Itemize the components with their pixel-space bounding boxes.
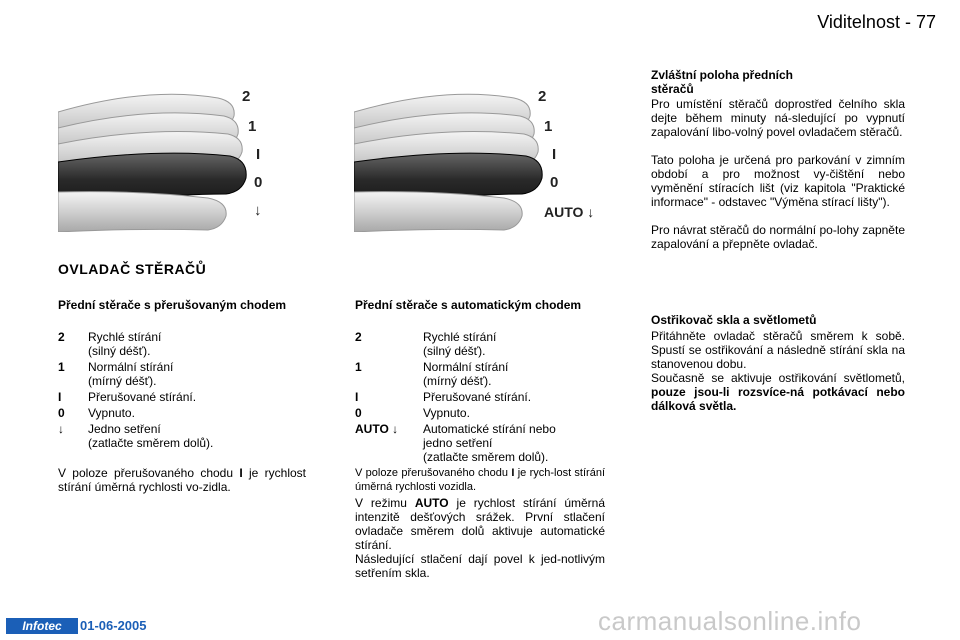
mid-para-auto-c: je rychlost stírání úměrná intenzitě dešťových srážek. První stlačení ovladače směrem dolů aktivuje automatické stírání. <box>355 496 605 552</box>
item-text: (silný déšť). <box>423 344 486 358</box>
item-text: Normální stírání <box>88 360 174 374</box>
item-text: Rychlé stírání <box>88 330 162 344</box>
mid-para-auto-b: AUTO <box>414 496 449 510</box>
item-text: Automatické stírání nebo <box>423 422 556 436</box>
item-text: Rychlé stírání <box>423 330 497 344</box>
stalk-figure-middle <box>354 72 604 232</box>
washer-p2-a: Současně se aktivuje ostřikování světlometů, <box>651 371 905 385</box>
wiper-stalk-illustration <box>58 72 302 232</box>
page-header <box>817 12 936 33</box>
item-key: 0 <box>58 406 65 420</box>
position-label-2: 2 <box>538 88 547 105</box>
item-key: 0 <box>355 406 362 420</box>
position-label-1: 1 <box>248 118 257 135</box>
mid-note-b: I <box>511 467 515 479</box>
item-text: Přerušované stírání. <box>88 390 197 404</box>
special-position-title: Zvláštní poloha předních stěračů <box>651 68 794 96</box>
item-key: I <box>355 390 359 404</box>
special-p2: Tato poloha je určená pro parkování v zimním období a pro možnost vy-čištění nebo vyměnění stíracích lišt (viz kapitola "Praktické informace" - odstavec "Výměna stírací lišty"). <box>651 153 905 209</box>
item-key: I <box>58 390 62 404</box>
page-number: 77 <box>915 12 936 32</box>
item-text: Přerušované stírání. <box>423 390 532 404</box>
mid-note <box>355 466 605 494</box>
mid-para-next: Následující stlačení dají povel k jed-notlivým setřením skla. <box>355 552 605 580</box>
position-label-0: 0 <box>550 174 559 191</box>
footer-date: 01-06-2005 <box>80 618 147 633</box>
infotec-logo: Infotec <box>6 618 78 634</box>
item-key: 1 <box>58 360 65 374</box>
mid-note-c: je rych-lost stírání úměrná rychlosti vozidla. <box>355 467 605 493</box>
left-note <box>58 466 306 494</box>
position-label-2: 2 <box>242 88 251 105</box>
washer-p2 <box>651 371 905 413</box>
item-text: Normální stírání <box>423 360 509 374</box>
item-key: AUTO ↓ <box>355 422 399 436</box>
item-text: (mírný déšť). <box>88 374 157 388</box>
special-p1: Pro umístění stěračů doprostřed čelního skla dejte během minuty ná-sledující po vypnutí zapalování libo-volný povel ovladačem stěračů. <box>651 97 905 139</box>
item-text: (mírný déšť). <box>423 374 492 388</box>
left-note-c: je rychlost stírání úměrná rychlosti vo-zidla. <box>58 466 306 494</box>
position-label-down: ↓ <box>254 202 262 219</box>
item-text: (zatlačte směrem dolů). <box>88 436 214 450</box>
position-label-0: 0 <box>254 174 263 191</box>
left-note-b: I <box>239 466 243 480</box>
item-text: jedno setření <box>423 436 493 450</box>
mid-note-a: V poloze přerušovaného chodu <box>355 467 509 479</box>
special-p3: Pro návrat stěračů do normální po-lohy zapněte zapalování a přepněte ovladač. <box>651 223 905 251</box>
position-label-1: 1 <box>544 118 553 135</box>
position-label-i: I <box>552 146 557 163</box>
section-title: OVLADAČ STĚRAČŮ <box>58 261 207 277</box>
washer-p2-b: pouze jsou-li rozsvíce-ná potkávací nebo dálková světla. <box>651 385 905 413</box>
mid-para-auto-a: V režimu <box>355 496 407 510</box>
position-label-i: I <box>256 146 261 163</box>
item-key: 2 <box>355 330 362 344</box>
mid-subtitle: Přední stěrače s automatickým chodem <box>355 298 582 312</box>
item-text: (silný déšť). <box>88 344 151 358</box>
item-key: 2 <box>58 330 65 344</box>
washer-title: Ostřikovač skla a světlometů <box>651 313 817 327</box>
washer-p1: Přitáhněte ovladač stěračů směrem k sobě. Spustí se ostřikování a následně stírání skla na stanovenou dobu. <box>651 329 905 371</box>
left-subtitle: Přední stěrače s přerušovaným chodem <box>58 298 287 312</box>
watermark: carmanualsonline.info <box>598 606 862 636</box>
position-label-auto: AUTO ↓ <box>544 204 595 220</box>
item-key: 1 <box>355 360 362 374</box>
item-text: Vypnuto. <box>423 406 470 420</box>
item-text: Vypnuto. <box>88 406 135 420</box>
left-note-a: V poloze přerušovaného chodu <box>58 466 234 480</box>
header-title: Viditelnost - <box>817 12 911 32</box>
stalk-figure-left <box>58 72 302 232</box>
mid-para-auto <box>355 496 605 552</box>
item-text: Jedno setření <box>88 422 161 436</box>
item-key: ↓ <box>58 422 64 436</box>
item-text: (zatlačte směrem dolů). <box>423 450 549 464</box>
